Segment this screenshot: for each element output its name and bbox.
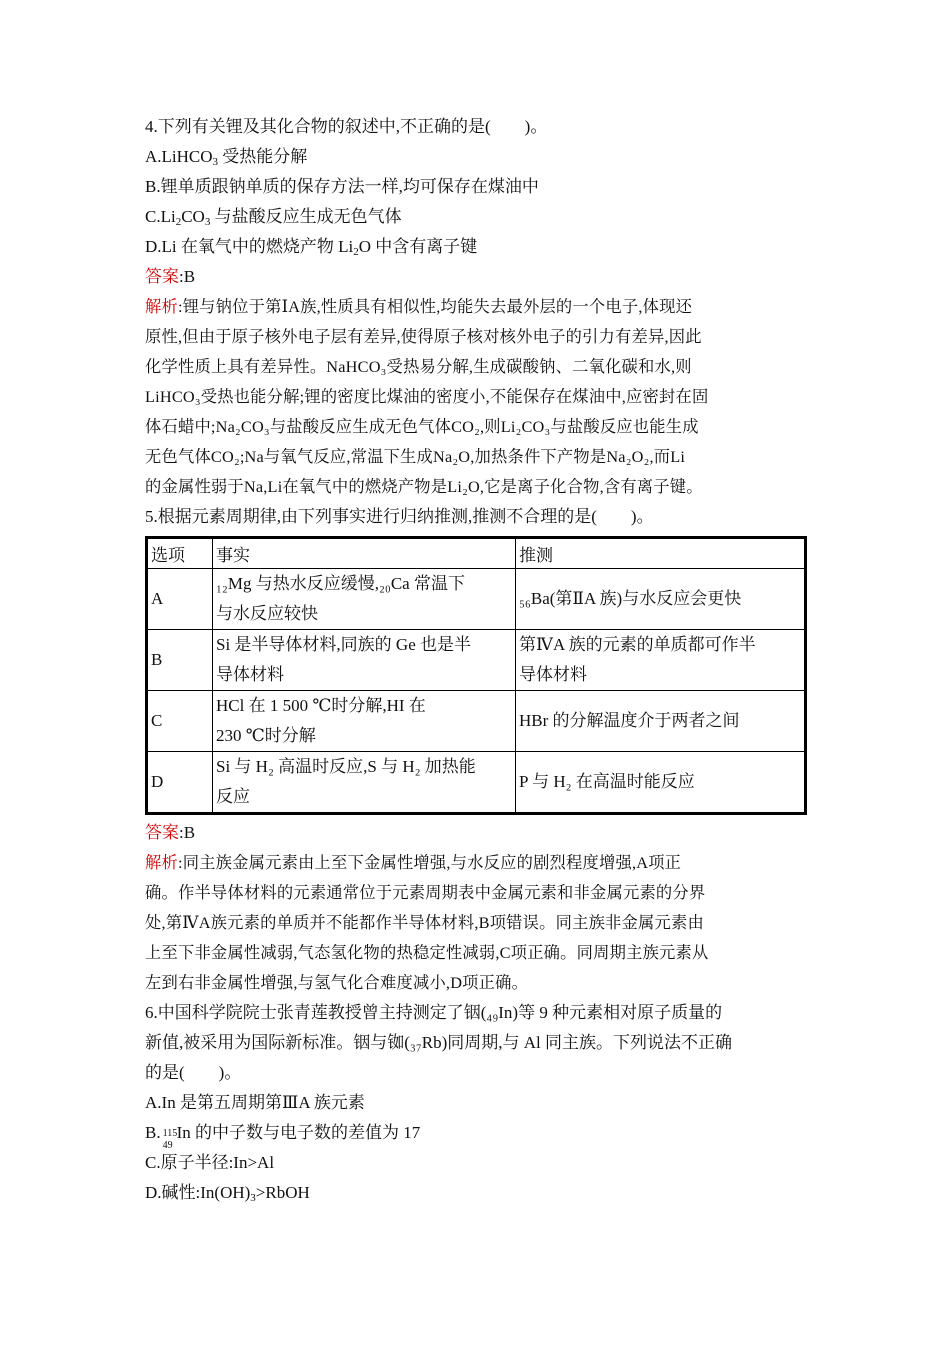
header-option: 选项 bbox=[147, 538, 213, 569]
q4-answer: 答案:B bbox=[145, 267, 196, 286]
q5-analysis: 解析:同主族金属元素由上至下金属性增强,与水反应的剧烈程度增强,A项正 确。作半导体材料的元素通常位于元素周期表中金属元素和非金属元素的分界 处,第ⅣA族元素的单质并不能都作半导体材料,B项错误。同主族非金属元素由 上至下非金属性减弱,气态氢化物的热稳定性减弱,C项正确。同周期主族元素从 左到右非金属性增强,与氢气化合难度减小,D项正确。 bbox=[145, 853, 709, 992]
row-guess: ₅₆Ba(第ⅡA 族)与水反应会更快 bbox=[516, 569, 806, 630]
q4-analysis: 解析:锂与钠位于第ⅠA族,性质具有相似性,均能失去最外层的一个电子,体现还 原性,但由于原子核外电子层有差异,使得原子核对核外电子的引力有差异,因此 化学性质上具有差异性。NaHCO₃受热易分解,生成碳酸钠、二氧化碳和水,则 LiHCO₃受热也能分解;锂的密度比煤油的密度小,不能保存在煤油中,应密封在固 体石蜡中;Na₂CO₃与盐酸反应生成无色气体CO₂,则Li₂CO₃与盐酸反应也能生成 无色气体CO₂;Na与氧气反应,常温下生成Na₂O,加热条件下产物是Na₂O₂,而Li 的金属性弱于Na,Li在氧气中的燃烧产物是Li₂O,它是离子化合物,含有离子键。 bbox=[145, 297, 709, 496]
q6-stem-line: 6.中国科学院院士张青莲教授曾主持测定了铟(₄₉In)等 9 种元素相对原子质量的 bbox=[145, 1003, 723, 1022]
q4-option-c: $C.Li_2CO_3$ 与盐酸反应生成无色气体 bbox=[145, 207, 402, 228]
row-fact: Si 是半导体材料,同族的 Ge 也是半 导体材料 bbox=[213, 630, 516, 691]
q6-stem-line: 新值,被采用为国际新标准。铟与铷(₃₇Rb)同周期,与 Al 同主族。下列说法不正确 bbox=[145, 1033, 733, 1052]
isotope-notation: 115 49 bbox=[162, 1128, 178, 1151]
analysis-label: 解析 bbox=[145, 297, 178, 316]
table-header-row bbox=[147, 538, 806, 569]
row-fact: Si 与 H₂ 高温时反应,S 与 H₂ 加热能 反应 bbox=[213, 752, 516, 814]
q4-option-d: D.Li 在氧气中的燃烧产物 $Li_2O$ 中含有离子键 bbox=[145, 237, 478, 258]
row-guess: P 与 H₂ 在高温时能反应 bbox=[516, 752, 806, 814]
table-row bbox=[147, 691, 806, 752]
answer-label: 答案 bbox=[145, 823, 179, 842]
q6-option-c: C.原子半径:In>Al bbox=[145, 1153, 275, 1172]
q4-stem: 4.下列有关锂及其化合物的叙述中,不正确的是( )。 bbox=[145, 117, 548, 136]
q6-option-d: D.碱性$:In(OH)_3>RbOH$ bbox=[145, 1183, 310, 1204]
q6-option-a: A.In 是第五周期第ⅢA 族元素 bbox=[145, 1093, 365, 1112]
q4-option-a: A.LiHCO$_3$ 受热能分解 bbox=[145, 147, 308, 168]
q6-stem-line: 的是( )。 bbox=[145, 1063, 242, 1082]
row-option: D bbox=[147, 752, 213, 814]
table-row bbox=[147, 752, 806, 814]
answer-label: 答案 bbox=[145, 267, 179, 286]
table-row bbox=[147, 630, 806, 691]
row-fact: ₁₂Mg 与热水反应缓慢,₂₀Ca 常温下 与水反应较快 bbox=[213, 569, 516, 630]
row-option: C bbox=[147, 691, 213, 752]
row-fact: HCl 在 1 500 ℃时分解,HI 在 230 ℃时分解 bbox=[213, 691, 516, 752]
q5-table bbox=[145, 536, 807, 815]
header-guess: 推测 bbox=[516, 538, 806, 569]
row-guess: HBr 的分解温度介于两者之间 bbox=[516, 691, 806, 752]
q4-option-b: B.锂单质跟钠单质的保存方法一样,均可保存在煤油中 bbox=[145, 177, 539, 196]
row-option: B bbox=[147, 630, 213, 691]
table-row bbox=[147, 569, 806, 630]
q5-answer: 答案:B bbox=[145, 823, 196, 842]
analysis-label: 解析 bbox=[145, 853, 178, 872]
q6-option-b: B. 115 49 In 的中子数与电子数的差值为 17 bbox=[145, 1123, 421, 1151]
header-fact: 事实 bbox=[213, 538, 516, 569]
document-page bbox=[145, 112, 810, 1208]
row-guess: 第ⅣA 族的元素的单质都可作半 导体材料 bbox=[516, 630, 806, 691]
q5-stem: 5.根据元素周期律,由下列事实进行归纳推测,推测不合理的是( )。 bbox=[145, 507, 654, 526]
row-option: A bbox=[147, 569, 213, 630]
